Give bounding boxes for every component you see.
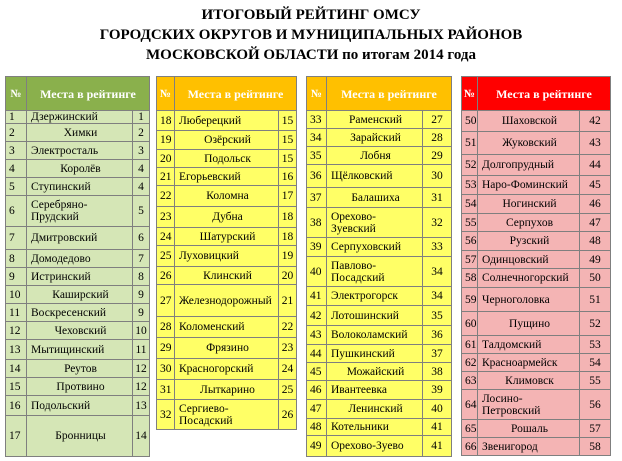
- row-number: 22: [157, 186, 175, 207]
- rating-place: 27: [423, 111, 452, 129]
- table-row: [6, 196, 150, 227]
- table-row: [6, 160, 150, 178]
- rating-place: 22: [279, 317, 297, 338]
- table-row: [157, 359, 297, 380]
- table-row: [462, 420, 611, 438]
- table-row: [462, 354, 611, 372]
- row-number: 5: [6, 178, 27, 196]
- rating-place: 41: [423, 419, 452, 436]
- municipality-name: Зарайский: [327, 129, 423, 147]
- table-row: [462, 372, 611, 390]
- table-row: [462, 155, 611, 176]
- table-row: [462, 214, 611, 232]
- municipality-name: Серебряно-Прудский: [27, 196, 133, 227]
- row-number: 26: [157, 267, 175, 285]
- rating-place: 33: [423, 238, 452, 257]
- row-number: 58: [462, 269, 478, 288]
- rating-place: 37: [423, 345, 452, 363]
- row-number: 40: [307, 257, 327, 287]
- row-number: 55: [462, 214, 478, 232]
- municipality-name: Сергиево-Посадский: [175, 400, 279, 430]
- row-number: 17: [6, 416, 27, 457]
- table-row: [307, 165, 452, 188]
- municipality-name: Чеховский: [27, 322, 133, 340]
- header-places: Места в рейтинге: [175, 77, 297, 111]
- row-number: 35: [307, 147, 327, 165]
- table-row: [6, 396, 150, 416]
- header-number: №: [157, 77, 175, 111]
- row-number: 29: [157, 338, 175, 359]
- table-row: [307, 238, 452, 257]
- row-number: 51: [462, 132, 478, 155]
- table-row: [157, 186, 297, 207]
- table-row: [307, 287, 452, 306]
- municipality-name: Реутов: [27, 360, 133, 378]
- municipality-name: Дубна: [175, 207, 279, 228]
- table-row: [6, 286, 150, 304]
- municipality-name: Электросталь: [27, 142, 133, 160]
- municipality-name: Протвино: [27, 378, 133, 396]
- rating-table-yellow-2: [306, 76, 452, 457]
- header-number: №: [307, 77, 327, 111]
- row-number: 53: [462, 176, 478, 195]
- row-number: 33: [307, 111, 327, 129]
- rating-place: 34: [423, 257, 452, 287]
- rating-place: 13: [133, 396, 150, 416]
- municipality-name: Орехово-Зуево: [327, 436, 423, 457]
- rating-place: 11: [133, 340, 150, 360]
- row-number: 45: [307, 363, 327, 381]
- table-row: [6, 227, 150, 250]
- row-number: 30: [157, 359, 175, 380]
- municipality-name: Королёв: [27, 160, 133, 178]
- municipality-name: Рошаль: [478, 420, 580, 438]
- municipality-name: Истринский: [27, 268, 133, 286]
- municipality-name: Рузский: [478, 232, 580, 251]
- row-number: 31: [157, 380, 175, 400]
- rating-place: 7: [133, 250, 150, 268]
- municipality-name: Железнодорожный: [175, 285, 279, 317]
- municipality-name: Ногинский: [478, 195, 580, 214]
- rating-place: 29: [423, 147, 452, 165]
- table-row: [462, 336, 611, 354]
- row-number: 34: [307, 129, 327, 147]
- row-number: 38: [307, 208, 327, 238]
- municipality-name: Талдомский: [478, 336, 580, 354]
- table-row: [157, 246, 297, 267]
- rating-place: 55: [580, 372, 611, 390]
- rating-place: 26: [279, 400, 297, 430]
- table-row: [307, 306, 452, 326]
- table-row: [157, 380, 297, 400]
- rating-place: 25: [279, 380, 297, 400]
- municipality-name: Коломенский: [175, 317, 279, 338]
- rating-place: 44: [580, 155, 611, 176]
- table-row: [6, 178, 150, 196]
- row-number: 60: [462, 312, 478, 336]
- rating-place: 35: [423, 306, 452, 326]
- row-number: 18: [157, 111, 175, 131]
- table-header-row: [6, 77, 150, 111]
- row-number: 21: [157, 168, 175, 186]
- table-row: [307, 345, 452, 363]
- municipality-name: Клинский: [175, 267, 279, 285]
- rating-place: 5: [133, 196, 150, 227]
- rating-place: 43: [580, 132, 611, 155]
- row-number: 52: [462, 155, 478, 176]
- row-number: 13: [6, 340, 27, 360]
- row-number: 15: [6, 378, 27, 396]
- rating-place: 6: [133, 227, 150, 250]
- municipality-name: Волоколамский: [327, 326, 423, 345]
- municipality-name: Орехово-Зуевский: [327, 208, 423, 238]
- row-number: 50: [462, 111, 478, 132]
- municipality-name: Солнечногорский: [478, 269, 580, 288]
- municipality-name: Егорьевский: [175, 168, 279, 186]
- table-row: [307, 326, 452, 345]
- table-row: [307, 436, 452, 457]
- row-number: 46: [307, 381, 327, 400]
- rating-place: 1: [133, 111, 150, 124]
- rating-place: 45: [580, 176, 611, 195]
- municipality-name: Ступинский: [27, 178, 133, 196]
- municipality-name: Балашиха: [327, 188, 423, 208]
- row-number: 19: [157, 131, 175, 150]
- table-row: [462, 111, 611, 132]
- table-row: [462, 390, 611, 420]
- municipality-name: Домодедово: [27, 250, 133, 268]
- table-row: [462, 269, 611, 288]
- table-row: [157, 111, 297, 131]
- row-number: 2: [6, 124, 27, 142]
- row-number: 6: [6, 196, 27, 227]
- row-number: 61: [462, 336, 478, 354]
- row-number: 65: [462, 420, 478, 438]
- rating-place: 52: [580, 312, 611, 336]
- table-row: [307, 419, 452, 436]
- row-number: 42: [307, 306, 327, 326]
- table-row: [307, 257, 452, 287]
- municipality-name: Лобня: [327, 147, 423, 165]
- table-header-row: [307, 77, 452, 111]
- rating-table-green: [5, 76, 150, 457]
- title-line-2: ГОРОДСКИХ ОКРУГОВ И МУНИЦИПАЛЬНЫХ РАЙОНОВ: [99, 27, 523, 43]
- table-row: [462, 251, 611, 269]
- municipality-name: Дмитровский: [27, 227, 133, 250]
- rating-place: 46: [580, 195, 611, 214]
- table-row: [6, 304, 150, 322]
- row-number: 39: [307, 238, 327, 257]
- rating-place: 48: [580, 232, 611, 251]
- municipality-name: Черноголовка: [478, 288, 580, 312]
- municipality-name: Подольск: [175, 150, 279, 168]
- row-number: 36: [307, 165, 327, 188]
- municipality-name: Коломна: [175, 186, 279, 207]
- rating-place: 39: [423, 381, 452, 400]
- row-number: 57: [462, 251, 478, 269]
- rating-place: 16: [279, 168, 297, 186]
- table-row: [6, 416, 150, 457]
- table-row: [307, 111, 452, 129]
- row-number: 10: [6, 286, 27, 304]
- rating-place: 15: [279, 111, 297, 131]
- rating-place: 23: [279, 338, 297, 359]
- table-row: [462, 176, 611, 195]
- table-row: [6, 124, 150, 142]
- municipality-name: Одинцовский: [478, 251, 580, 269]
- rating-place: 12: [133, 360, 150, 378]
- municipality-name: Луховицкий: [175, 246, 279, 267]
- table-row: [157, 131, 297, 150]
- rating-place: 53: [580, 336, 611, 354]
- table-row: [462, 288, 611, 312]
- row-number: 59: [462, 288, 478, 312]
- municipality-name: Пушкинский: [327, 345, 423, 363]
- table-row: [6, 250, 150, 268]
- table-header-row: [462, 77, 611, 111]
- rating-place: 51: [580, 288, 611, 312]
- header-number: №: [462, 77, 478, 111]
- rating-place: 49: [580, 251, 611, 269]
- rating-place: 19: [279, 246, 297, 267]
- municipality-name: Климовск: [478, 372, 580, 390]
- table-row: [462, 232, 611, 251]
- municipality-name: Долгопрудный: [478, 155, 580, 176]
- row-number: 20: [157, 150, 175, 168]
- table-row: [6, 378, 150, 396]
- row-number: 43: [307, 326, 327, 345]
- table-row: [307, 381, 452, 400]
- row-number: 27: [157, 285, 175, 317]
- table-row: [307, 129, 452, 147]
- table-row: [157, 150, 297, 168]
- rating-place: 31: [423, 188, 452, 208]
- title-line-3: МОСКОВСКОЙ ОБЛАСТИ по итогам 2014 года: [146, 47, 476, 63]
- row-number: 63: [462, 372, 478, 390]
- municipality-name: Химки: [27, 124, 133, 142]
- table-header-row: [157, 77, 297, 111]
- table-row: [6, 111, 150, 124]
- title-line-1: ИТОГОВЫЙ РЕЙТИНГ ОМСУ: [201, 7, 421, 23]
- municipality-name: Раменский: [327, 111, 423, 129]
- municipality-name: Жуковский: [478, 132, 580, 155]
- row-number: 47: [307, 400, 327, 419]
- municipality-name: Звенигород: [478, 438, 580, 456]
- rating-place: 18: [279, 207, 297, 228]
- municipality-name: Павлово-Посадский: [327, 257, 423, 287]
- row-number: 12: [6, 322, 27, 340]
- row-number: 11: [6, 304, 27, 322]
- row-number: 3: [6, 142, 27, 160]
- table-row: [157, 267, 297, 285]
- row-number: 1: [6, 111, 27, 124]
- rating-table-yellow-1: [156, 76, 297, 430]
- municipality-name: Каширский: [27, 286, 133, 304]
- table-row: [462, 132, 611, 155]
- rating-place: 58: [580, 438, 611, 456]
- rating-place: 38: [423, 363, 452, 381]
- rating-place: 28: [423, 129, 452, 147]
- rating-place: 24: [279, 359, 297, 380]
- rating-place: 36: [423, 326, 452, 345]
- table-row: [6, 268, 150, 286]
- row-number: 56: [462, 232, 478, 251]
- rating-place: 9: [133, 286, 150, 304]
- table-row: [462, 438, 611, 456]
- rating-place: 56: [580, 390, 611, 420]
- table-row: [307, 147, 452, 165]
- municipality-name: Мытищинский: [27, 340, 133, 360]
- rating-place: 12: [133, 378, 150, 396]
- municipality-name: Красногорский: [175, 359, 279, 380]
- municipality-name: Шатурский: [175, 228, 279, 246]
- municipality-name: Наро-Фоминский: [478, 176, 580, 195]
- rating-place: 47: [580, 214, 611, 232]
- table-row: [462, 312, 611, 336]
- row-number: 4: [6, 160, 27, 178]
- rating-place: 18: [279, 228, 297, 246]
- rating-place: 4: [133, 160, 150, 178]
- row-number: 49: [307, 436, 327, 457]
- table-row: [6, 340, 150, 360]
- header-places: Места в рейтинге: [327, 77, 452, 111]
- table-row: [157, 317, 297, 338]
- rating-place: 2: [133, 124, 150, 142]
- municipality-name: Ивантеевка: [327, 381, 423, 400]
- rating-place: 8: [133, 268, 150, 286]
- rating-place: 15: [279, 150, 297, 168]
- header-number: №: [6, 77, 27, 111]
- row-number: 37: [307, 188, 327, 208]
- municipality-name: Котельники: [327, 419, 423, 436]
- rating-place: 41: [423, 436, 452, 457]
- rating-place: 9: [133, 304, 150, 322]
- rating-place: 3: [133, 142, 150, 160]
- row-number: 48: [307, 419, 327, 436]
- table-row: [6, 360, 150, 378]
- rating-place: 4: [133, 178, 150, 196]
- rating-place: 57: [580, 420, 611, 438]
- header-places: Места в рейтинге: [27, 77, 150, 111]
- row-number: 44: [307, 345, 327, 363]
- municipality-name: Дзержинский: [27, 111, 133, 124]
- header-places: Места в рейтинге: [478, 77, 611, 111]
- rating-place: 30: [423, 165, 452, 188]
- rating-place: 54: [580, 354, 611, 372]
- municipality-name: Воскресенский: [27, 304, 133, 322]
- rating-place: 34: [423, 287, 452, 306]
- row-number: 16: [6, 396, 27, 416]
- table-row: [157, 228, 297, 246]
- row-number: 14: [6, 360, 27, 378]
- table-row: [6, 322, 150, 340]
- rating-place: 10: [133, 322, 150, 340]
- row-number: 8: [6, 250, 27, 268]
- row-number: 7: [6, 227, 27, 250]
- table-row: [307, 188, 452, 208]
- table-row: [462, 195, 611, 214]
- municipality-name: Серпухов: [478, 214, 580, 232]
- row-number: 41: [307, 287, 327, 306]
- municipality-name: Озёрский: [175, 131, 279, 150]
- municipality-name: Люберецкий: [175, 111, 279, 131]
- municipality-name: Лосино-Петровский: [478, 390, 580, 420]
- rating-place: 21: [279, 285, 297, 317]
- row-number: 32: [157, 400, 175, 430]
- rating-table-red: [461, 76, 611, 456]
- municipality-name: Шаховской: [478, 111, 580, 132]
- rating-place: 17: [279, 186, 297, 207]
- row-number: 23: [157, 207, 175, 228]
- municipality-name: Электрогорск: [327, 287, 423, 306]
- table-row: [157, 207, 297, 228]
- rating-place: 32: [423, 208, 452, 238]
- municipality-name: Можайский: [327, 363, 423, 381]
- municipality-name: Лотошинский: [327, 306, 423, 326]
- rating-place: 15: [279, 131, 297, 150]
- row-number: 62: [462, 354, 478, 372]
- row-number: 54: [462, 195, 478, 214]
- table-row: [307, 400, 452, 419]
- municipality-name: Лыткарино: [175, 380, 279, 400]
- municipality-name: Бронницы: [27, 416, 133, 457]
- municipality-name: Подольский: [27, 396, 133, 416]
- table-row: [157, 400, 297, 430]
- table-row: [157, 338, 297, 359]
- table-row: [157, 168, 297, 186]
- municipality-name: Ленинский: [327, 400, 423, 419]
- row-number: 28: [157, 317, 175, 338]
- municipality-name: Щёлковский: [327, 165, 423, 188]
- municipality-name: Серпуховский: [327, 238, 423, 257]
- row-number: 66: [462, 438, 478, 456]
- municipality-name: Красноармейск: [478, 354, 580, 372]
- table-row: [157, 285, 297, 317]
- municipality-name: Пущино: [478, 312, 580, 336]
- row-number: 64: [462, 390, 478, 420]
- municipality-name: Фрязино: [175, 338, 279, 359]
- rating-place: 14: [133, 416, 150, 457]
- rating-place: 42: [580, 111, 611, 132]
- row-number: 24: [157, 228, 175, 246]
- rating-place: 50: [580, 269, 611, 288]
- table-row: [6, 142, 150, 160]
- table-row: [307, 363, 452, 381]
- table-row: [307, 208, 452, 238]
- rating-place: 40: [423, 400, 452, 419]
- rating-place: 20: [279, 267, 297, 285]
- row-number: 25: [157, 246, 175, 267]
- row-number: 9: [6, 268, 27, 286]
